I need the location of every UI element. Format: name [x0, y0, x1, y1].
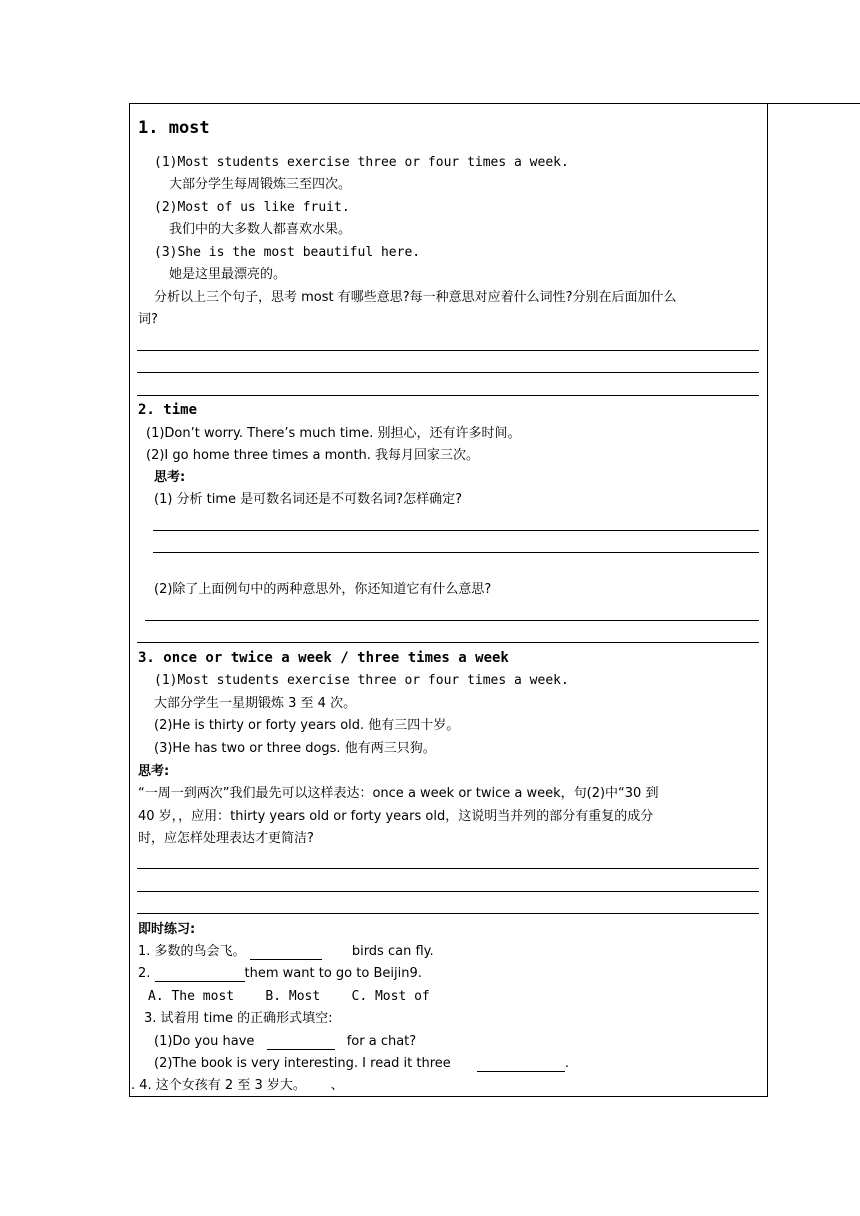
s1-example-2-en: (2)Most of us like fruit.	[154, 200, 350, 215]
s2-example-1: (1)Don’t worry. There’s much time. 别担心，还有许多时间。	[146, 426, 521, 441]
s3-example-1-en: (1)Most students exercise three or four times a week.	[154, 673, 569, 688]
s2-answer-line-1[interactable]	[153, 530, 759, 531]
s1-example-1-cn: 大部分学生每周锻炼三至四次。	[169, 177, 352, 192]
s1-answer-line-2[interactable]	[137, 372, 759, 373]
s3-example-2: (2)He is thirty or forty years old. 他有三四十岁。	[154, 718, 460, 733]
s1-example-2-cn: 我们中的大多数人都喜欢水果。	[169, 222, 352, 237]
s2-answer-line-3[interactable]	[145, 620, 759, 621]
practice-title: 即时练习:	[138, 922, 196, 937]
s1-question-line-1: 分析以上三个句子，思考 most 有哪些意思?每一种意思对应着什么词性?分别在后面加什么	[154, 290, 677, 305]
practice-item-2-number: 2.	[138, 966, 151, 981]
s3-answer-line-1[interactable]	[137, 868, 759, 869]
s3-paragraph-line-2: 40 岁，，应用：thirty years old or forty years old，这说明当并列的部分有重复的成分	[138, 809, 654, 824]
table-left-border	[129, 103, 130, 1097]
practice-item-3-1	[154, 1034, 416, 1050]
s1-example-3-en: (3)She is the most beautiful here.	[154, 245, 421, 260]
s3-paragraph-line-3: 时，应怎样处理表达才更简洁?	[138, 831, 314, 846]
practice-item-3-1-blank[interactable]	[267, 1036, 335, 1050]
s3-answer-line-2[interactable]	[137, 891, 759, 892]
practice-item-3-2	[154, 1056, 569, 1072]
practice-item-4: . 4. 这个女孩有 2 至 3 岁大。 、	[131, 1078, 344, 1093]
s1-example-1-en: (1)Most students exercise three or four times a week.	[154, 155, 569, 170]
practice-item-3-2-blank[interactable]	[477, 1058, 565, 1072]
s1-answer-line-1[interactable]	[137, 350, 759, 351]
practice-item-1	[138, 944, 434, 960]
practice-item-3-1-prompt: (1)Do you have	[154, 1034, 255, 1049]
practice-item-3-title: 3. 试着用 time 的正确形式填空:	[144, 1011, 333, 1026]
practice-item-2-options: A. The most B. Most C. Most of	[148, 989, 430, 1004]
section-1-heading: 1. most	[138, 118, 210, 138]
s2-question-2: (2)除了上面例句中的两种意思外，你还知道它有什么意思?	[154, 582, 492, 597]
s2-answer-line-4[interactable]	[137, 642, 759, 643]
s1-question-line-2: 词?	[138, 312, 158, 327]
practice-item-2-blank[interactable]	[155, 968, 245, 982]
practice-item-3-1-suffix: for a chat?	[346, 1034, 417, 1049]
s2-think-label: 思考:	[154, 470, 186, 485]
table-bottom-border	[129, 1096, 768, 1097]
s2-answer-line-2[interactable]	[153, 552, 759, 553]
practice-item-3-2-prompt: (2)The book is very interesting. I read it three	[154, 1056, 451, 1071]
practice-item-1-blank[interactable]	[250, 946, 322, 960]
s3-think-label: 思考:	[138, 764, 170, 779]
practice-item-2	[138, 966, 422, 982]
s2-question-1: (1) 分析 time 是可数名词还是不可数名词?怎样确定?	[154, 492, 462, 507]
practice-item-2-suffix: them want to go to Beijin9.	[244, 966, 422, 981]
s1-example-3-cn: 她是这里最漂亮的。	[169, 267, 287, 282]
s1-answer-line-3[interactable]	[137, 395, 759, 396]
s3-example-3: (3)He has two or three dogs. 他有两三只狗。	[154, 741, 436, 756]
section-3-heading: 3. once or twice a week / three times a week	[138, 650, 509, 666]
section-2-heading: 2. time	[138, 402, 198, 418]
s3-example-1-cn: 大部分学生一星期锻炼 3 至 4 次。	[154, 696, 357, 711]
s3-answer-line-3[interactable]	[137, 913, 759, 914]
practice-item-1-prompt: 1. 多数的鸟会飞。	[138, 944, 246, 959]
practice-item-3-2-suffix: .	[564, 1056, 570, 1071]
practice-item-1-suffix: birds can fly.	[351, 944, 434, 959]
table-column-divider	[767, 103, 768, 1097]
s3-paragraph-line-1: “一周一到两次”我们最先可以这样表达：once a week or twice a week，句(2)中“30 到	[138, 786, 659, 801]
s2-example-2: (2)I go home three times a month. 我每月回家三次。	[146, 448, 480, 463]
table-top-border	[129, 103, 860, 104]
